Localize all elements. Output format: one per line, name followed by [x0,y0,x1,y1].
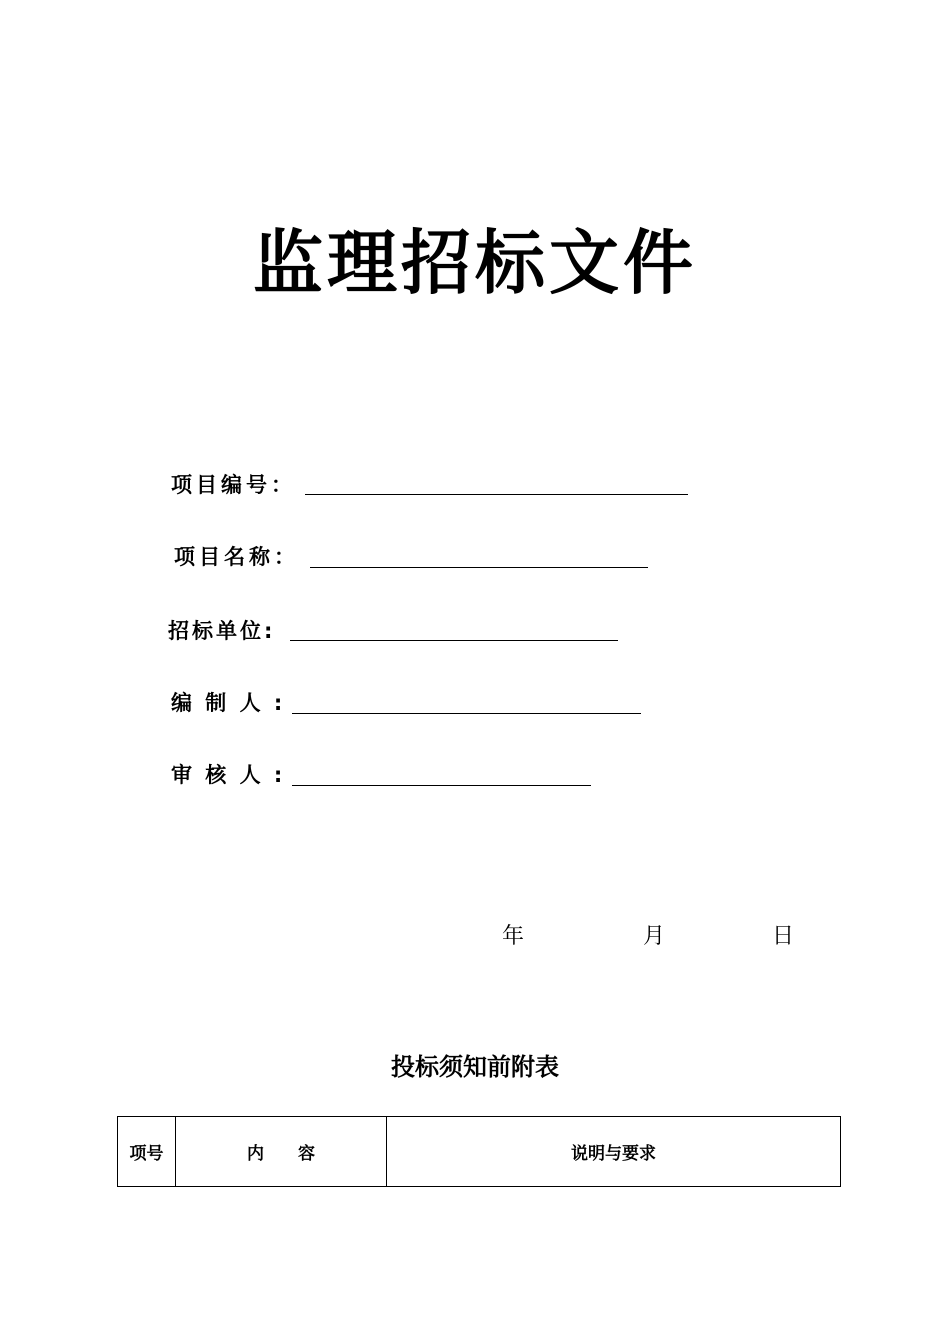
appendix-title: 投标须知前附表 [391,1052,559,1081]
field-label-project-name: 项目名称： [174,545,299,569]
project-number-line[interactable] [305,494,688,495]
column-item-number: 项号 [118,1117,176,1187]
field-label-compiler: 编 制 人 : [171,691,286,715]
compiler-line[interactable] [292,713,641,714]
field-label-tender-unit: 招标单位: [168,619,276,643]
column-content: 内 容 [176,1117,387,1187]
date-month: 月 [643,924,666,949]
reviewer-line[interactable] [292,785,591,786]
appendix-table [117,1116,841,1187]
field-label-reviewer: 审 核 人 : [171,763,286,787]
document-title: 监理招标文件 [253,221,697,304]
date-day: 日 [772,924,795,949]
date-year: 年 [502,924,525,949]
table-header-row [118,1117,841,1187]
tender-unit-line[interactable] [290,640,618,641]
project-name-line[interactable] [310,567,648,568]
field-label-project-number: 项目编号： [171,473,296,497]
column-requirements: 说明与要求 [387,1117,841,1187]
